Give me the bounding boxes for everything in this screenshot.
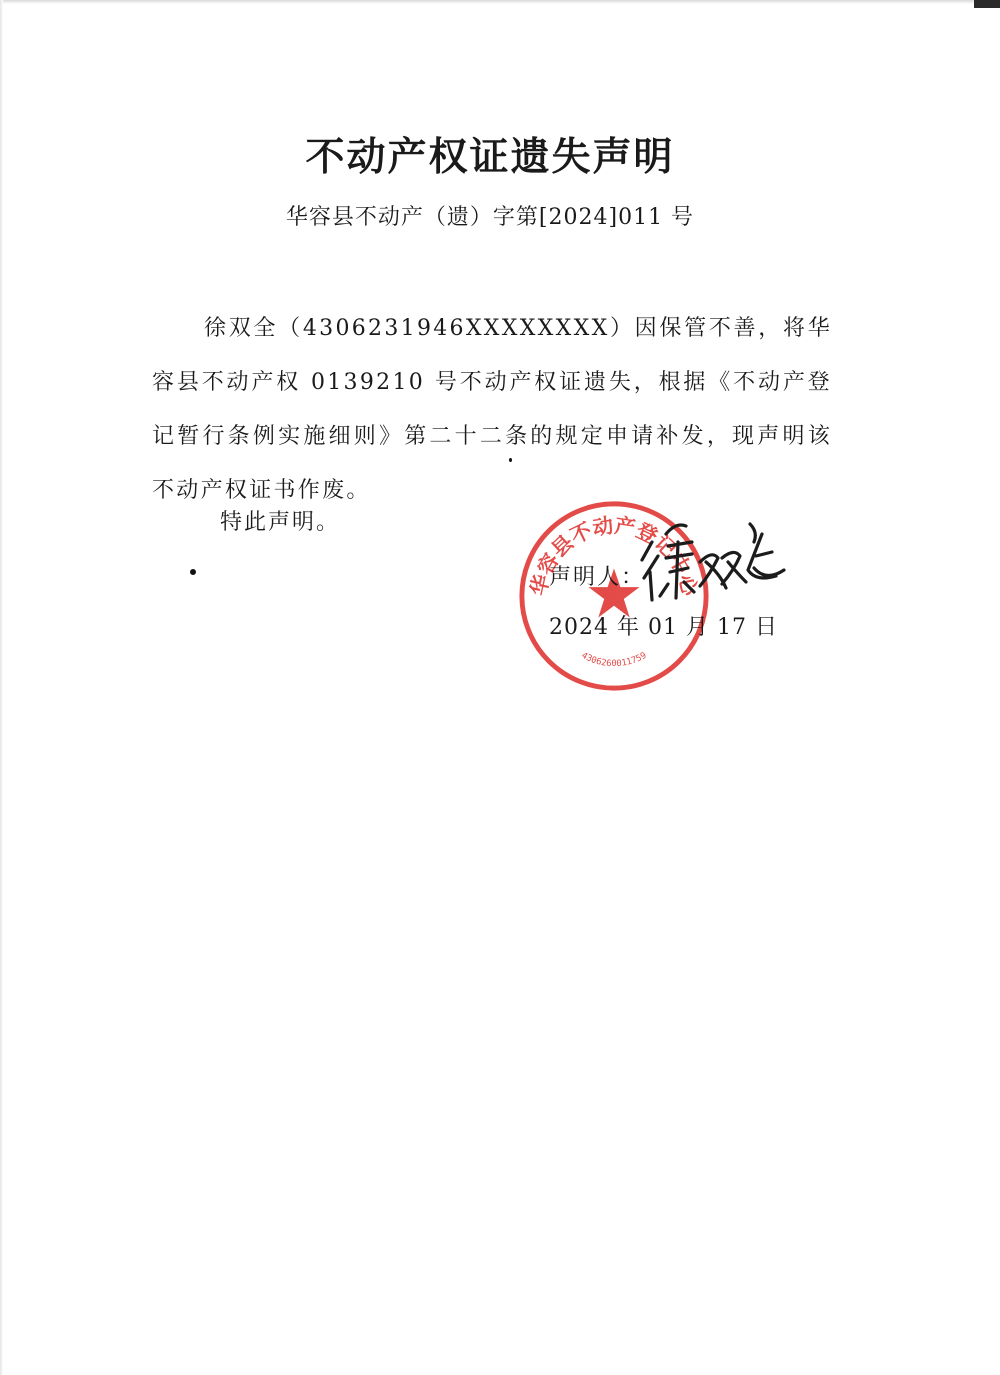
closing-statement: 特此声明。 [220, 510, 341, 535]
scan-speck [509, 458, 512, 462]
document-title: 不动产权证遗失声明 [305, 135, 675, 180]
handwritten-signature [630, 512, 790, 608]
scan-edge [0, 0, 1000, 4]
declarant-label: 声明人： [549, 565, 646, 590]
seal-code: 4306260011759 [579, 650, 649, 670]
declaration-date: 2024 年 01 月 17 日 [549, 615, 778, 640]
scan-speck [190, 569, 196, 575]
scan-corner-mark [974, 0, 1000, 8]
document-number: 华容县不动产（遗）字第[2024]011 号 [285, 205, 695, 230]
declaration-body: 徐双全（4306231946XXXXXXXX）因保管不善，将华容县不动产权 0139210 号不动产权证遗失，根据《不动产登记暂行条例实施细则》第二十二条的规定申请补发，现声明该不动产权证书作废。 [152, 316, 832, 503]
seal-arc-text: 华容县不动产登记中心 [526, 513, 702, 598]
